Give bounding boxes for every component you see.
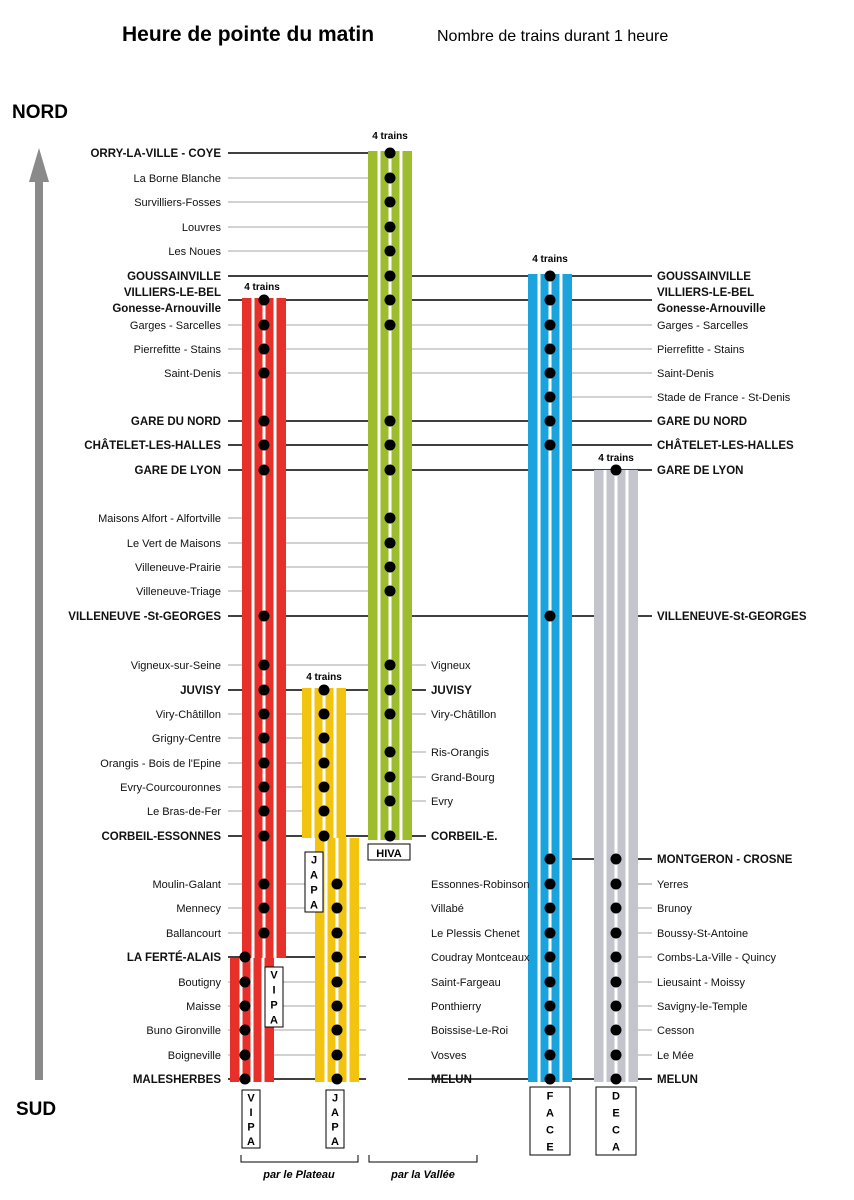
middle-station-label-3: Ris-Orangis	[431, 747, 490, 759]
middle-station-label-6: CORBEIL-E.	[431, 831, 498, 843]
stop-dot-15	[259, 831, 270, 842]
middle-station-label-15: MELUN	[431, 1074, 472, 1086]
left-station-label-27: Moulin-Galant	[152, 879, 221, 891]
stop-dot-28	[385, 222, 396, 233]
left-station-label-8: Garges - Sarcelles	[129, 320, 221, 332]
deca-band	[594, 470, 638, 1082]
middle-station-label-0: Vigneux	[431, 660, 471, 672]
stop-dot-89	[611, 1001, 622, 1012]
stop-dot-53	[319, 831, 330, 842]
middle-station-label-14: Vosves	[431, 1050, 467, 1062]
deca-band-stripe-1	[615, 470, 618, 1082]
deca-code-box-letter-1: E	[612, 1107, 620, 1120]
stop-dot-19	[240, 952, 251, 963]
stop-dot-32	[385, 320, 396, 331]
japa-code-box-mid-letter-2: P	[310, 884, 318, 897]
deca-code-box-letter-2: C	[612, 1124, 620, 1137]
stop-dot-26	[385, 173, 396, 184]
japa-code-box-bottom	[326, 1090, 344, 1148]
stop-dot-16	[259, 879, 270, 890]
stop-dot-92	[611, 1074, 622, 1085]
left-station-label-19: Vigneux-sur-Seine	[130, 660, 221, 672]
vipa-band-lower-stripe-2	[262, 958, 265, 1082]
stop-dot-27	[385, 197, 396, 208]
left-station-label-0: ORRY-LA-VILLE - COYE	[90, 148, 221, 160]
face-code-box-letter-0: F	[546, 1090, 554, 1103]
left-station-label-28: Mennecy	[176, 903, 221, 915]
plateau-branch-label: par le Plateau	[263, 1169, 335, 1181]
vipa-code-box-bottom-letter-2: P	[247, 1121, 255, 1134]
stop-dot-82	[611, 465, 622, 476]
japa-code-box-mid-letter-0: J	[310, 854, 318, 867]
deca-train-count: 4 trains	[598, 453, 634, 464]
middle-station-label-1: JUVISY	[431, 685, 472, 697]
stop-dot-4	[259, 416, 270, 427]
face-code-box-letter-2: C	[546, 1124, 554, 1137]
left-station-label-3: Louvres	[181, 222, 221, 234]
page-title: Heure de pointe du matin	[122, 23, 375, 46]
left-station-label-31: Boutigny	[178, 977, 221, 989]
left-station-label-33: Buno Gironville	[146, 1025, 221, 1037]
stop-dot-23	[240, 1050, 251, 1061]
middle-station-label-10: Coudray Montceaux	[431, 952, 530, 964]
face-train-count: 4 trains	[532, 254, 568, 265]
middle-station-label-8: Villabé	[431, 903, 464, 915]
vipa-code-box-mid-letter-3: A	[270, 1014, 278, 1027]
stop-dot-75	[545, 928, 556, 939]
left-station-label-35: MALESHERBES	[132, 1074, 221, 1086]
direction-arrow	[29, 148, 49, 1080]
stop-dot-60	[332, 1025, 343, 1036]
stop-dot-30	[385, 271, 396, 282]
stop-dot-72	[545, 854, 556, 865]
right-station-label-10: VILLENEUVE-St-GEORGES	[657, 611, 807, 623]
stop-dot-63	[545, 271, 556, 282]
right-station-label-5: Saint-Denis	[657, 368, 714, 380]
plateau-bracket	[241, 1155, 358, 1162]
stop-dot-58	[332, 977, 343, 988]
japa-code-box-bottom-letter-1: A	[331, 1106, 339, 1119]
branch-brackets	[241, 1155, 477, 1181]
middle-station-label-5: Evry	[431, 796, 453, 808]
left-station-label-16: Villeneuve-Prairie	[134, 562, 221, 574]
middle-station-label-4: Grand-Bourg	[431, 772, 495, 784]
page-subtitle: Nombre de trains durant 1 heure	[437, 28, 669, 45]
middle-station-label-11: Saint-Fargeau	[431, 977, 501, 989]
deca-code-box-letter-0: D	[612, 1090, 620, 1103]
face-code-box-letter-3: E	[546, 1141, 554, 1154]
stop-dot-44	[385, 772, 396, 783]
right-station-label-1: VILLIERS-LE-BEL	[657, 287, 755, 299]
stop-dot-42	[385, 709, 396, 720]
left-station-label-12: CHÂTELET-LES-HALLES	[84, 440, 221, 452]
right-station-label-17: Savigny-le-Temple	[657, 1001, 748, 1013]
stop-dot-13	[259, 782, 270, 793]
hiva-band-stripe-2	[400, 151, 403, 840]
right-station-label-18: Cesson	[657, 1025, 695, 1037]
stop-dot-66	[545, 344, 556, 355]
stop-dot-36	[385, 513, 396, 524]
left-station-label-2: Survilliers-Fosses	[134, 197, 221, 209]
stop-dot-1	[259, 320, 270, 331]
face-band-stripe-2	[560, 274, 563, 1082]
stop-dot-57	[332, 952, 343, 963]
stop-dot-67	[545, 368, 556, 379]
left-station-label-17: Villeneuve-Triage	[136, 586, 221, 598]
left-station-label-29: Ballancourt	[165, 928, 221, 940]
stop-dot-11	[259, 733, 270, 744]
stop-dot-7	[259, 611, 270, 622]
stop-dot-85	[611, 903, 622, 914]
stop-dot-33	[385, 416, 396, 427]
right-station-label-12: Yerres	[657, 879, 689, 891]
left-station-label-25: Le Bras-de-Fer	[147, 806, 221, 818]
station-labels	[68, 131, 807, 1086]
right-station-label-3: Garges - Sarcelles	[657, 320, 749, 332]
stop-dot-83	[611, 854, 622, 865]
stop-dot-22	[240, 1025, 251, 1036]
stop-dot-41	[385, 685, 396, 696]
vipa-code-box-bottom-letter-1: I	[249, 1106, 253, 1119]
stop-dot-79	[545, 1025, 556, 1036]
right-station-label-2: Gonesse-Arnouville	[657, 303, 766, 315]
japa-code-box-bottom-letter-2: P	[331, 1121, 339, 1134]
vipa-band-upper	[242, 298, 286, 958]
right-station-label-9: GARE DE LYON	[657, 465, 744, 477]
stop-dot-80	[545, 1050, 556, 1061]
hiva-code-box	[368, 844, 410, 860]
stop-dot-24	[240, 1074, 251, 1085]
stop-dot-76	[545, 952, 556, 963]
japa-train-count: 4 trains	[306, 672, 342, 683]
stop-dot-50	[319, 758, 330, 769]
station-lines	[228, 153, 652, 1079]
left-station-label-30: LA FERTÉ-ALAIS	[126, 952, 221, 964]
middle-station-label-13: Boissise-Le-Roi	[431, 1025, 509, 1037]
stop-dot-14	[259, 806, 270, 817]
left-station-label-13: GARE DE LYON	[134, 465, 221, 477]
stop-dot-8	[259, 660, 270, 671]
vallee-branch-label: par la Vallée	[391, 1169, 455, 1181]
left-station-label-34: Boigneville	[167, 1050, 221, 1062]
deca-code-box	[596, 1087, 636, 1155]
stop-dot-18	[259, 928, 270, 939]
stop-dot-46	[385, 831, 396, 842]
stop-dot-5	[259, 440, 270, 451]
deca-band-stripe-2	[626, 470, 629, 1082]
vallee-bracket	[369, 1155, 477, 1162]
vipa-band-lower-stripe-0	[240, 958, 243, 1082]
stop-dot-69	[545, 416, 556, 427]
stop-dot-0	[259, 295, 270, 306]
stop-dot-54	[332, 879, 343, 890]
right-station-label-8: CHÂTELET-LES-HALLES	[657, 440, 794, 452]
japa-band-lower-stripe-2	[347, 838, 350, 1082]
right-station-label-16: Lieusaint - Moissy	[657, 977, 746, 989]
stop-dot-49	[319, 733, 330, 744]
stop-dot-21	[240, 1001, 251, 1012]
stop-dot-12	[259, 758, 270, 769]
left-station-label-26: CORBEIL-ESSONNES	[101, 831, 221, 843]
vipa-band-lower-stripe-1	[251, 958, 254, 1082]
stop-dot-52	[319, 806, 330, 817]
vipa-train-count: 4 trains	[244, 282, 280, 293]
stop-dot-20	[240, 977, 251, 988]
stop-dot-40	[385, 660, 396, 671]
vipa-band-upper-stripe-0	[252, 298, 255, 958]
left-station-label-15: Le Vert de Maisons	[126, 538, 221, 550]
vipa-code-box-mid-letter-0: V	[270, 969, 278, 982]
right-station-label-19: Le Mée	[657, 1050, 694, 1062]
face-code-box	[530, 1087, 570, 1155]
middle-station-label-7: Essonnes-Robinson	[431, 879, 530, 891]
face-code-box-letter-1: A	[546, 1107, 554, 1120]
stop-dot-35	[385, 465, 396, 476]
japa-code-box-mid	[305, 852, 323, 912]
stop-dot-68	[545, 392, 556, 403]
vipa-band-upper-stripe-2	[274, 298, 277, 958]
right-station-label-20: MELUN	[657, 1074, 698, 1086]
middle-station-label-12: Ponthierry	[431, 1001, 482, 1013]
stop-dot-65	[545, 320, 556, 331]
vipa-code-box-mid-letter-2: P	[270, 999, 278, 1012]
japa-code-box-mid-letter-3: A	[310, 899, 318, 912]
stop-dot-45	[385, 796, 396, 807]
stop-dot-31	[385, 295, 396, 306]
left-station-label-20: JUVISY	[180, 685, 221, 697]
stop-dot-91	[611, 1050, 622, 1061]
japa-band-upper-stripe-0	[312, 688, 315, 838]
right-station-label-11: MONTGERON - CROSNE	[657, 854, 793, 866]
vipa-code-box-mid-letter-1: I	[272, 984, 276, 997]
stop-dot-56	[332, 928, 343, 939]
vipa-code-box-bottom-letter-3: A	[247, 1135, 255, 1148]
north-label: NORD	[12, 102, 68, 123]
face-band-stripe-0	[538, 274, 541, 1082]
stop-dot-38	[385, 562, 396, 573]
vipa-band-upper-stripe-1	[263, 298, 266, 958]
stop-dot-47	[319, 685, 330, 696]
stop-dot-77	[545, 977, 556, 988]
stop-dot-64	[545, 295, 556, 306]
left-station-label-23: Orangis - Bois de l'Epine	[100, 758, 221, 770]
japa-band-upper-stripe-2	[334, 688, 337, 838]
left-station-label-24: Evry-Courcouronnes	[120, 782, 221, 794]
stop-dot-78	[545, 1001, 556, 1012]
deca-band-stripe-0	[604, 470, 607, 1082]
left-station-label-21: Viry-Châtillon	[155, 709, 221, 721]
japa-code-box-bottom-letter-3: A	[331, 1135, 339, 1148]
stop-dot-37	[385, 538, 396, 549]
left-station-label-14: Maisons Alfort - Alfortville	[98, 513, 221, 525]
stop-dot-55	[332, 903, 343, 914]
south-label: SUD	[16, 1099, 57, 1120]
stop-dot-84	[611, 879, 622, 890]
right-station-label-6: Stade de France - St-Denis	[657, 392, 791, 404]
left-station-label-5: GOUSSAINVILLE	[127, 271, 221, 283]
right-station-label-7: GARE DU NORD	[657, 416, 748, 428]
vipa-code-box-bottom	[242, 1090, 260, 1148]
arrow-shaft	[35, 180, 43, 1080]
stop-dot-88	[611, 977, 622, 988]
stop-dot-70	[545, 440, 556, 451]
stop-dot-43	[385, 747, 396, 758]
vipa-code-box-bottom-letter-0: V	[247, 1092, 255, 1105]
arrow-head	[29, 148, 49, 182]
right-station-label-13: Brunoy	[657, 903, 692, 915]
japa-code-box-mid-letter-1: A	[310, 869, 318, 882]
left-station-label-4: Les Noues	[168, 246, 221, 258]
stop-dot-25	[385, 148, 396, 159]
stop-dot-34	[385, 440, 396, 451]
left-station-label-10: Saint-Denis	[164, 368, 221, 380]
vipa-code-box-mid	[265, 967, 283, 1027]
stop-dot-87	[611, 952, 622, 963]
stop-dot-62	[332, 1074, 343, 1085]
stop-dot-3	[259, 368, 270, 379]
stop-dot-39	[385, 586, 396, 597]
stop-dot-48	[319, 709, 330, 720]
hiva-train-count: 4 trains	[372, 131, 408, 142]
stop-dot-90	[611, 1025, 622, 1036]
stop-dot-59	[332, 1001, 343, 1012]
stop-dot-73	[545, 879, 556, 890]
right-station-label-4: Pierrefitte - Stains	[657, 344, 745, 356]
right-station-label-14: Boussy-St-Antoine	[657, 928, 749, 940]
middle-station-label-9: Le Plessis Chenet	[431, 928, 520, 940]
stop-dot-81	[545, 1074, 556, 1085]
stop-dot-10	[259, 709, 270, 720]
left-station-label-11: GARE DU NORD	[130, 416, 221, 428]
stop-dot-9	[259, 685, 270, 696]
stop-dot-2	[259, 344, 270, 355]
japa-band-lower-stripe-0	[325, 838, 328, 1082]
stop-dot-74	[545, 903, 556, 914]
left-station-label-6: VILLIERS-LE-BEL	[123, 287, 221, 299]
stop-dot-6	[259, 465, 270, 476]
stop-dot-51	[319, 782, 330, 793]
hiva-code-text: HIVA	[376, 848, 402, 860]
stop-dot-61	[332, 1050, 343, 1061]
stop-dot-17	[259, 903, 270, 914]
left-station-label-22: Grigny-Centre	[151, 733, 221, 745]
left-station-label-1: La Borne Blanche	[133, 173, 221, 185]
stop-dot-71	[545, 611, 556, 622]
right-station-label-0: GOUSSAINVILLE	[657, 271, 751, 283]
japa-code-box-bottom-letter-0: J	[331, 1092, 339, 1105]
middle-station-label-2: Viry-Châtillon	[431, 709, 497, 721]
left-station-label-32: Maisse	[186, 1001, 221, 1013]
stop-dot-29	[385, 246, 396, 257]
left-station-label-7: Gonesse-Arnouville	[112, 303, 221, 315]
left-station-label-9: Pierrefitte - Stains	[133, 344, 221, 356]
hiva-band-stripe-0	[378, 151, 381, 840]
stop-dot-86	[611, 928, 622, 939]
right-station-label-15: Combs-La-Ville - Quincy	[657, 952, 777, 964]
left-station-label-18: VILLENEUVE -St-GEORGES	[68, 611, 221, 623]
deca-code-box-letter-3: A	[612, 1141, 620, 1154]
